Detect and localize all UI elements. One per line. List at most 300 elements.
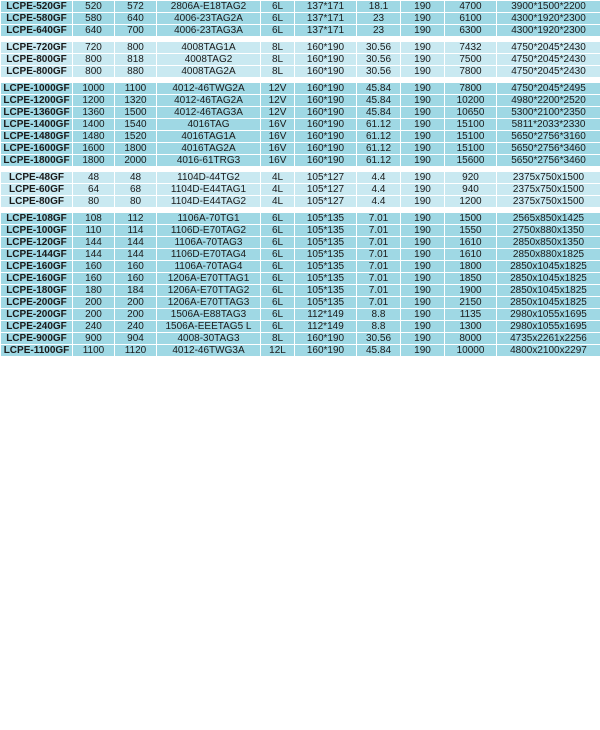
cell-speed: 190 [401, 196, 445, 208]
cell-engine_model: 4012-46TWG3A [157, 345, 261, 357]
cell-model: LCPE-200GF [1, 309, 73, 321]
cell-model: LCPE-800GF [1, 54, 73, 66]
table-row [1, 345, 600, 357]
cell-model: LCPE-800GF [1, 66, 73, 78]
cell-speed: 190 [401, 237, 445, 249]
table-row [1, 273, 600, 285]
table-row [1, 249, 600, 261]
cell-voltage: 6L [261, 25, 295, 37]
cell-displacement: 18.1 [357, 1, 401, 13]
cell-weight: 920 [445, 172, 497, 184]
cell-kva_prime: 200 [73, 309, 115, 321]
cell-kva_standby: 200 [115, 309, 157, 321]
cell-model: LCPE-108GF [1, 213, 73, 225]
cell-dimensions: 5650*2756*3460 [497, 155, 600, 167]
cell-speed: 190 [401, 172, 445, 184]
cell-model: LCPE-144GF [1, 249, 73, 261]
cell-kva_standby: 1500 [115, 107, 157, 119]
cell-bore_stroke: 105*135 [295, 237, 357, 249]
table-row [1, 1, 600, 13]
cell-kva_prime: 110 [73, 225, 115, 237]
cell-voltage: 8L [261, 66, 295, 78]
cell-model: LCPE-1200GF [1, 95, 73, 107]
cell-kva_prime: 160 [73, 261, 115, 273]
cell-kva_standby: 160 [115, 273, 157, 285]
cell-dimensions: 2980x1055x1695 [497, 321, 600, 333]
cell-engine_model: 1206A-E70TTAG3 [157, 297, 261, 309]
cell-bore_stroke: 160*190 [295, 333, 357, 345]
cell-kva_prime: 1400 [73, 119, 115, 131]
cell-bore_stroke: 160*190 [295, 345, 357, 357]
spec-table-body [1, 1, 600, 357]
cell-weight: 6100 [445, 13, 497, 25]
cell-speed: 190 [401, 143, 445, 155]
cell-model: LCPE-900GF [1, 333, 73, 345]
cell-dimensions: 2850x850x1350 [497, 237, 600, 249]
cell-engine_model: 4008TAG2A [157, 66, 261, 78]
cell-speed: 190 [401, 225, 445, 237]
cell-kva_prime: 900 [73, 333, 115, 345]
cell-displacement: 7.01 [357, 225, 401, 237]
cell-voltage: 6L [261, 225, 295, 237]
table-row [1, 297, 600, 309]
table-row [1, 42, 600, 54]
cell-dimensions: 4300*1920*2300 [497, 13, 600, 25]
cell-voltage: 6L [261, 237, 295, 249]
cell-model: LCPE-160GF [1, 273, 73, 285]
cell-kva_prime: 800 [73, 66, 115, 78]
cell-speed: 190 [401, 309, 445, 321]
cell-model: LCPE-1600GF [1, 143, 73, 155]
cell-kva_standby: 1520 [115, 131, 157, 143]
cell-weight: 8000 [445, 333, 497, 345]
cell-model: LCPE-720GF [1, 42, 73, 54]
table-row [1, 309, 600, 321]
cell-voltage: 4L [261, 172, 295, 184]
cell-bore_stroke: 105*135 [295, 225, 357, 237]
cell-bore_stroke: 160*190 [295, 119, 357, 131]
cell-displacement: 8.8 [357, 321, 401, 333]
cell-weight: 940 [445, 184, 497, 196]
cell-kva_standby: 904 [115, 333, 157, 345]
cell-dimensions: 4750*2045*2430 [497, 54, 600, 66]
cell-speed: 190 [401, 95, 445, 107]
cell-weight: 1610 [445, 237, 497, 249]
cell-kva_standby: 572 [115, 1, 157, 13]
cell-kva_prime: 144 [73, 249, 115, 261]
cell-speed: 190 [401, 119, 445, 131]
cell-kva_prime: 180 [73, 285, 115, 297]
cell-kva_prime: 1100 [73, 345, 115, 357]
cell-kva_standby: 144 [115, 249, 157, 261]
cell-bore_stroke: 112*149 [295, 321, 357, 333]
table-row [1, 131, 600, 143]
cell-dimensions: 4750*2045*2430 [497, 42, 600, 54]
cell-speed: 190 [401, 42, 445, 54]
cell-bore_stroke: 105*135 [295, 297, 357, 309]
cell-dimensions: 2850x1045x1825 [497, 297, 600, 309]
cell-speed: 190 [401, 184, 445, 196]
cell-weight: 10200 [445, 95, 497, 107]
table-row [1, 25, 600, 37]
cell-kva_prime: 520 [73, 1, 115, 13]
cell-kva_standby: 2000 [115, 155, 157, 167]
cell-engine_model: 4012-46TAG3A [157, 107, 261, 119]
cell-displacement: 7.01 [357, 213, 401, 225]
cell-dimensions: 2375x750x1500 [497, 172, 600, 184]
cell-engine_model: 4008TAG2 [157, 54, 261, 66]
cell-displacement: 7.01 [357, 273, 401, 285]
cell-weight: 15100 [445, 131, 497, 143]
cell-displacement: 45.84 [357, 83, 401, 95]
table-row [1, 184, 600, 196]
cell-dimensions: 4300*1920*2300 [497, 25, 600, 37]
cell-kva_standby: 68 [115, 184, 157, 196]
cell-bore_stroke: 105*127 [295, 196, 357, 208]
cell-model: LCPE-100GF [1, 225, 73, 237]
cell-kva_prime: 200 [73, 297, 115, 309]
cell-voltage: 6L [261, 285, 295, 297]
cell-dimensions: 5650*2756*3160 [497, 131, 600, 143]
cell-displacement: 7.01 [357, 237, 401, 249]
cell-speed: 190 [401, 249, 445, 261]
cell-kva_standby: 880 [115, 66, 157, 78]
cell-engine_model: 1206A-E70TTAG2 [157, 285, 261, 297]
cell-voltage: 16V [261, 119, 295, 131]
cell-displacement: 45.84 [357, 345, 401, 357]
cell-speed: 190 [401, 333, 445, 345]
cell-dimensions: 5650*2756*3460 [497, 143, 600, 155]
cell-model: LCPE-1100GF [1, 345, 73, 357]
cell-speed: 190 [401, 155, 445, 167]
cell-speed: 190 [401, 25, 445, 37]
cell-displacement: 30.56 [357, 42, 401, 54]
cell-dimensions: 4750*2045*2430 [497, 66, 600, 78]
cell-kva_standby: 200 [115, 297, 157, 309]
cell-kva_standby: 1120 [115, 345, 157, 357]
cell-bore_stroke: 105*135 [295, 285, 357, 297]
cell-model: LCPE-180GF [1, 285, 73, 297]
table-row [1, 66, 600, 78]
table-row [1, 95, 600, 107]
cell-bore_stroke: 105*135 [295, 213, 357, 225]
cell-kva_standby: 160 [115, 261, 157, 273]
cell-weight: 1300 [445, 321, 497, 333]
cell-bore_stroke: 105*135 [295, 261, 357, 273]
cell-engine_model: 4006-23TAG2A [157, 13, 261, 25]
cell-displacement: 61.12 [357, 131, 401, 143]
cell-weight: 1850 [445, 273, 497, 285]
cell-bore_stroke: 160*190 [295, 66, 357, 78]
cell-engine_model: 1106A-70TAG3 [157, 237, 261, 249]
generator-spec-table [0, 0, 600, 357]
cell-kva_standby: 114 [115, 225, 157, 237]
cell-speed: 190 [401, 1, 445, 13]
cell-engine_model: 1104D-E44TAG1 [157, 184, 261, 196]
cell-kva_standby: 48 [115, 172, 157, 184]
cell-dimensions: 2980x1055x1695 [497, 309, 600, 321]
cell-kva_standby: 184 [115, 285, 157, 297]
cell-kva_prime: 720 [73, 42, 115, 54]
cell-kva_prime: 160 [73, 273, 115, 285]
cell-weight: 7432 [445, 42, 497, 54]
cell-kva_prime: 580 [73, 13, 115, 25]
cell-voltage: 12V [261, 107, 295, 119]
cell-voltage: 6L [261, 13, 295, 25]
cell-engine_model: 1104D-44TG2 [157, 172, 261, 184]
cell-engine_model: 4008TAG1A [157, 42, 261, 54]
cell-voltage: 4L [261, 184, 295, 196]
cell-bore_stroke: 137*171 [295, 13, 357, 25]
table-row [1, 237, 600, 249]
cell-kva_standby: 800 [115, 42, 157, 54]
cell-kva_prime: 640 [73, 25, 115, 37]
cell-displacement: 7.01 [357, 297, 401, 309]
cell-weight: 15100 [445, 119, 497, 131]
cell-weight: 7800 [445, 66, 497, 78]
cell-kva_standby: 112 [115, 213, 157, 225]
cell-voltage: 6L [261, 273, 295, 285]
cell-model: LCPE-580GF [1, 13, 73, 25]
cell-displacement: 7.01 [357, 261, 401, 273]
cell-displacement: 61.12 [357, 119, 401, 131]
cell-model: LCPE-80GF [1, 196, 73, 208]
cell-kva_prime: 240 [73, 321, 115, 333]
cell-voltage: 6L [261, 321, 295, 333]
cell-weight: 6300 [445, 25, 497, 37]
cell-weight: 1800 [445, 261, 497, 273]
cell-dimensions: 5811*2033*2330 [497, 119, 600, 131]
cell-bore_stroke: 160*190 [295, 131, 357, 143]
table-row [1, 196, 600, 208]
table-row [1, 143, 600, 155]
cell-bore_stroke: 105*127 [295, 172, 357, 184]
cell-engine_model: 4016-61TRG3 [157, 155, 261, 167]
cell-kva_prime: 1480 [73, 131, 115, 143]
table-row [1, 321, 600, 333]
cell-speed: 190 [401, 83, 445, 95]
cell-kva_standby: 640 [115, 13, 157, 25]
cell-displacement: 45.84 [357, 95, 401, 107]
cell-dimensions: 2565x850x1425 [497, 213, 600, 225]
cell-kva_standby: 1100 [115, 83, 157, 95]
cell-dimensions: 2850x1045x1825 [497, 285, 600, 297]
cell-displacement: 45.84 [357, 107, 401, 119]
cell-speed: 190 [401, 297, 445, 309]
cell-bore_stroke: 137*171 [295, 25, 357, 37]
cell-kva_prime: 1200 [73, 95, 115, 107]
cell-dimensions: 4980*2200*2520 [497, 95, 600, 107]
cell-kva_prime: 64 [73, 184, 115, 196]
cell-kva_standby: 1320 [115, 95, 157, 107]
cell-voltage: 8L [261, 54, 295, 66]
cell-speed: 190 [401, 54, 445, 66]
cell-model: LCPE-1400GF [1, 119, 73, 131]
cell-weight: 1200 [445, 196, 497, 208]
table-row [1, 261, 600, 273]
cell-bore_stroke: 160*190 [295, 42, 357, 54]
cell-bore_stroke: 105*135 [295, 273, 357, 285]
cell-weight: 1610 [445, 249, 497, 261]
cell-speed: 190 [401, 285, 445, 297]
table-row [1, 213, 600, 225]
cell-model: LCPE-200GF [1, 297, 73, 309]
cell-dimensions: 2850x1045x1825 [497, 261, 600, 273]
table-row [1, 119, 600, 131]
cell-speed: 190 [401, 273, 445, 285]
cell-weight: 2150 [445, 297, 497, 309]
cell-displacement: 30.56 [357, 66, 401, 78]
cell-weight: 1550 [445, 225, 497, 237]
cell-kva_prime: 800 [73, 54, 115, 66]
cell-dimensions: 2375x750x1500 [497, 184, 600, 196]
cell-voltage: 16V [261, 131, 295, 143]
cell-bore_stroke: 160*190 [295, 155, 357, 167]
cell-bore_stroke: 112*149 [295, 309, 357, 321]
cell-displacement: 7.01 [357, 249, 401, 261]
cell-engine_model: 2806A-E18TAG2 [157, 1, 261, 13]
cell-speed: 190 [401, 321, 445, 333]
cell-displacement: 4.4 [357, 184, 401, 196]
cell-weight: 1900 [445, 285, 497, 297]
cell-voltage: 16V [261, 143, 295, 155]
cell-voltage: 12V [261, 83, 295, 95]
cell-dimensions: 2850x880x1825 [497, 249, 600, 261]
cell-model: LCPE-640GF [1, 25, 73, 37]
cell-weight: 4700 [445, 1, 497, 13]
cell-engine_model: 1104D-E44TAG2 [157, 196, 261, 208]
cell-displacement: 8.8 [357, 309, 401, 321]
cell-engine_model: 1106D-E70TAG2 [157, 225, 261, 237]
cell-kva_standby: 818 [115, 54, 157, 66]
cell-speed: 190 [401, 13, 445, 25]
cell-kva_standby: 700 [115, 25, 157, 37]
cell-bore_stroke: 160*190 [295, 107, 357, 119]
cell-weight: 7800 [445, 83, 497, 95]
cell-voltage: 6L [261, 309, 295, 321]
cell-kva_standby: 1800 [115, 143, 157, 155]
cell-displacement: 61.12 [357, 143, 401, 155]
cell-speed: 190 [401, 107, 445, 119]
cell-dimensions: 4750*2045*2495 [497, 83, 600, 95]
cell-bore_stroke: 160*190 [295, 83, 357, 95]
cell-bore_stroke: 160*190 [295, 54, 357, 66]
cell-voltage: 4L [261, 196, 295, 208]
cell-kva_prime: 108 [73, 213, 115, 225]
cell-voltage: 12L [261, 345, 295, 357]
table-row [1, 83, 600, 95]
table-row [1, 54, 600, 66]
cell-engine_model: 4016TAG [157, 119, 261, 131]
cell-dimensions: 5300*2100*2350 [497, 107, 600, 119]
cell-voltage: 8L [261, 42, 295, 54]
cell-speed: 190 [401, 131, 445, 143]
cell-weight: 1135 [445, 309, 497, 321]
cell-weight: 1500 [445, 213, 497, 225]
cell-kva_prime: 144 [73, 237, 115, 249]
cell-model: LCPE-60GF [1, 184, 73, 196]
cell-kva_prime: 80 [73, 196, 115, 208]
table-row [1, 225, 600, 237]
cell-bore_stroke: 160*190 [295, 95, 357, 107]
cell-bore_stroke: 137*171 [295, 1, 357, 13]
cell-speed: 190 [401, 66, 445, 78]
cell-displacement: 30.56 [357, 333, 401, 345]
cell-engine_model: 1506A-EEETAG5 L [157, 321, 261, 333]
cell-model: LCPE-1000GF [1, 83, 73, 95]
cell-kva_standby: 1540 [115, 119, 157, 131]
cell-dimensions: 3900*1500*2200 [497, 1, 600, 13]
cell-model: LCPE-48GF [1, 172, 73, 184]
cell-model: LCPE-120GF [1, 237, 73, 249]
cell-voltage: 8L [261, 333, 295, 345]
cell-voltage: 12V [261, 95, 295, 107]
cell-engine_model: 4016TAG1A [157, 131, 261, 143]
cell-kva_prime: 48 [73, 172, 115, 184]
cell-displacement: 7.01 [357, 285, 401, 297]
cell-kva_standby: 240 [115, 321, 157, 333]
cell-engine_model: 1106A-70TAG4 [157, 261, 261, 273]
cell-speed: 190 [401, 345, 445, 357]
cell-kva_standby: 80 [115, 196, 157, 208]
cell-engine_model: 1506A-E88TAG3 [157, 309, 261, 321]
cell-dimensions: 4800x2100x2297 [497, 345, 600, 357]
cell-engine_model: 4012-46TWG2A [157, 83, 261, 95]
cell-dimensions: 4735x2261x2256 [497, 333, 600, 345]
cell-engine_model: 1206A-E70TTAG1 [157, 273, 261, 285]
cell-model: LCPE-1480GF [1, 131, 73, 143]
cell-displacement: 61.12 [357, 155, 401, 167]
cell-displacement: 4.4 [357, 196, 401, 208]
cell-voltage: 6L [261, 261, 295, 273]
cell-displacement: 23 [357, 25, 401, 37]
cell-kva_prime: 1000 [73, 83, 115, 95]
cell-weight: 10000 [445, 345, 497, 357]
cell-engine_model: 1106D-E70TAG4 [157, 249, 261, 261]
cell-speed: 190 [401, 261, 445, 273]
cell-displacement: 4.4 [357, 172, 401, 184]
table-row [1, 107, 600, 119]
cell-voltage: 6L [261, 249, 295, 261]
cell-weight: 15100 [445, 143, 497, 155]
cell-engine_model: 4016TAG2A [157, 143, 261, 155]
cell-engine_model: 4008-30TAG3 [157, 333, 261, 345]
table-row [1, 333, 600, 345]
cell-model: LCPE-1800GF [1, 155, 73, 167]
cell-weight: 10650 [445, 107, 497, 119]
table-row [1, 172, 600, 184]
cell-kva_prime: 1600 [73, 143, 115, 155]
cell-engine_model: 4012-46TAG2A [157, 95, 261, 107]
cell-model: LCPE-520GF [1, 1, 73, 13]
cell-model: LCPE-240GF [1, 321, 73, 333]
cell-engine_model: 4006-23TAG3A [157, 25, 261, 37]
cell-kva_prime: 1800 [73, 155, 115, 167]
cell-voltage: 6L [261, 1, 295, 13]
cell-kva_standby: 144 [115, 237, 157, 249]
cell-dimensions: 2850x1045x1825 [497, 273, 600, 285]
cell-voltage: 6L [261, 297, 295, 309]
table-row [1, 13, 600, 25]
cell-weight: 15600 [445, 155, 497, 167]
cell-bore_stroke: 160*190 [295, 143, 357, 155]
cell-kva_prime: 1360 [73, 107, 115, 119]
cell-dimensions: 2750x880x1350 [497, 225, 600, 237]
cell-voltage: 16V [261, 155, 295, 167]
table-row [1, 155, 600, 167]
cell-dimensions: 2375x750x1500 [497, 196, 600, 208]
cell-engine_model: 1106A-70TG1 [157, 213, 261, 225]
